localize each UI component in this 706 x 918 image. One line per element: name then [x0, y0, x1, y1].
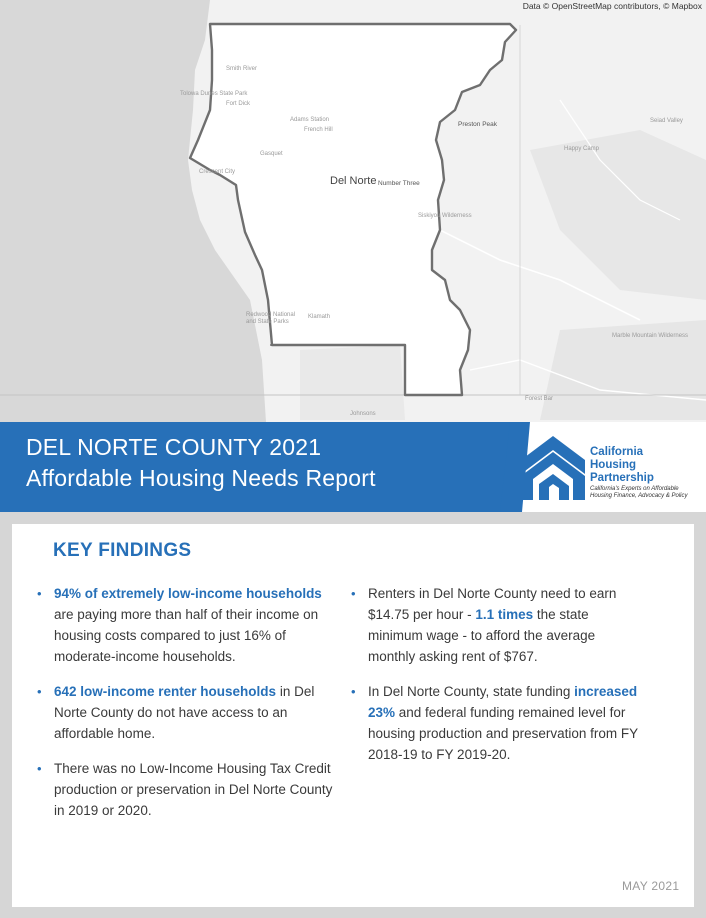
place-label: Tolowa Dunes State Park	[180, 91, 248, 97]
place-label: Siskiyou Wilderness	[418, 213, 472, 219]
findings-column-left	[37, 583, 337, 835]
place-label: Preston Peak	[458, 121, 498, 128]
place-label: French Hill	[304, 127, 333, 133]
findings-column-right	[351, 583, 641, 779]
county-map	[0, 0, 706, 422]
report-title-line1: DEL NORTE COUNTY 2021	[26, 434, 322, 460]
finding-item: • 94% of extremely low-income households are paying more than half of their income on housing costs compared to just 16% of moderate-income households.	[37, 583, 337, 667]
place-label: Fort Dick	[226, 101, 250, 107]
report-title-line2: Affordable Housing Needs Report	[26, 465, 376, 491]
place-label: Johnsons	[350, 411, 376, 417]
forest-patch	[300, 345, 405, 420]
place-label: Redwood National and State Parks	[246, 312, 296, 325]
finding-item: • There was no Low-Income Housing Tax Credit production or preservation in Del Norte County in 2019 or 2020.	[37, 758, 337, 821]
place-label: Klamath	[308, 314, 331, 320]
org-tagline: California's Experts on Affordable Housing Finance, Advocacy & Policy	[590, 486, 688, 499]
org-name: California Housing Partnership	[590, 446, 654, 484]
house-logo-icon	[515, 430, 587, 504]
place-label: Gasquet	[260, 151, 283, 157]
place-label: Happy Camp	[564, 146, 600, 152]
place-label: Number Three	[378, 180, 420, 187]
place-label: Forest Bar	[525, 396, 554, 402]
place-label: Seiad Valley	[650, 118, 683, 124]
place-label: Smith River	[226, 66, 258, 72]
map-graphic	[0, 0, 706, 422]
place-label: Adams Station	[290, 117, 330, 123]
finding-item: • 642 low-income renter households in Del Norte County do not have access to an affordable home.	[37, 681, 337, 744]
forest-patch	[530, 130, 706, 300]
place-label: Crescent City	[199, 169, 236, 175]
key-findings-heading: KEY FINDINGS	[53, 540, 192, 561]
county-label: Del Norte	[330, 175, 377, 187]
map-attribution[interactable]: Data © OpenStreetMap contributors, © Mapbox	[522, 1, 702, 11]
report-date: MAY 2021	[622, 879, 680, 893]
place-label: Marble Mountain Wilderness	[612, 333, 689, 339]
finding-item: • In Del Norte County, state funding increased 23% and federal funding remained level for housing production and preservation from FY 2018-19 to FY 2019-20.	[351, 681, 641, 765]
finding-item: • Renters in Del Norte County need to earn $14.75 per hour - 1.1 times the state minimum wage - to afford the average monthly asking rent of $767.	[351, 583, 641, 667]
